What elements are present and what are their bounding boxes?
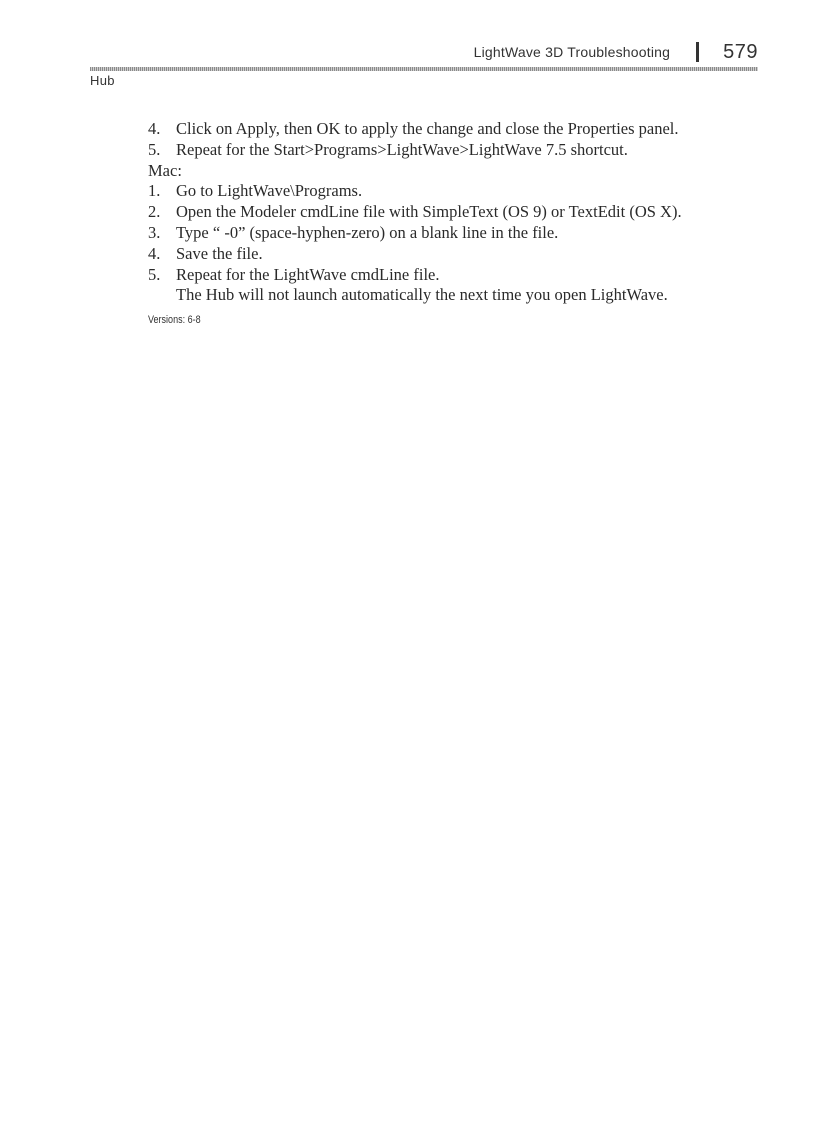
running-head xyxy=(474,38,758,66)
header-rule xyxy=(90,67,758,71)
list-number: 3. xyxy=(148,222,161,242)
list-text: Repeat for the LightWave cmdLine file. xyxy=(176,264,440,284)
list-item xyxy=(148,202,768,223)
versions-note: Versions: 6-8 xyxy=(148,314,201,327)
section-label: Hub xyxy=(90,73,115,88)
list-number: 2. xyxy=(148,202,161,222)
list-item xyxy=(148,119,768,140)
body-text xyxy=(148,119,768,331)
page-number: 579 xyxy=(723,40,758,63)
list-item xyxy=(148,223,768,244)
mac-label: Mac: xyxy=(148,160,182,180)
list-text: Open the Modeler cmdLine file with SimpleText (OS 9) or TextEdit (OS X). xyxy=(176,202,682,222)
list-text: Repeat for the Start>Programs>LightWave>LightWave 7.5 shortcut. xyxy=(176,139,628,159)
list-number: 1. xyxy=(148,181,161,201)
list-text: Click on Apply, then OK to apply the change and close the Properties panel. xyxy=(176,119,679,138)
header-divider xyxy=(696,42,699,62)
chapter-title: LightWave 3D Troubleshooting xyxy=(473,44,671,60)
list-number: 4. xyxy=(148,119,161,138)
list-text: Go to LightWave\Programs. xyxy=(176,181,363,201)
list-item xyxy=(148,265,768,286)
list-text: Type “ -0” (space-hyphen-zero) on a blank line in the file. xyxy=(176,222,559,242)
list-item xyxy=(148,140,768,161)
list-text: Save the file. xyxy=(176,243,263,263)
list-number: 5. xyxy=(148,139,161,159)
list-number: 5. xyxy=(148,264,161,284)
list-item xyxy=(148,181,768,202)
closing-paragraph: The Hub will not launch automatically the next time you open LightWave. xyxy=(176,285,668,305)
list-item xyxy=(148,244,768,265)
list-number: 4. xyxy=(148,243,161,263)
